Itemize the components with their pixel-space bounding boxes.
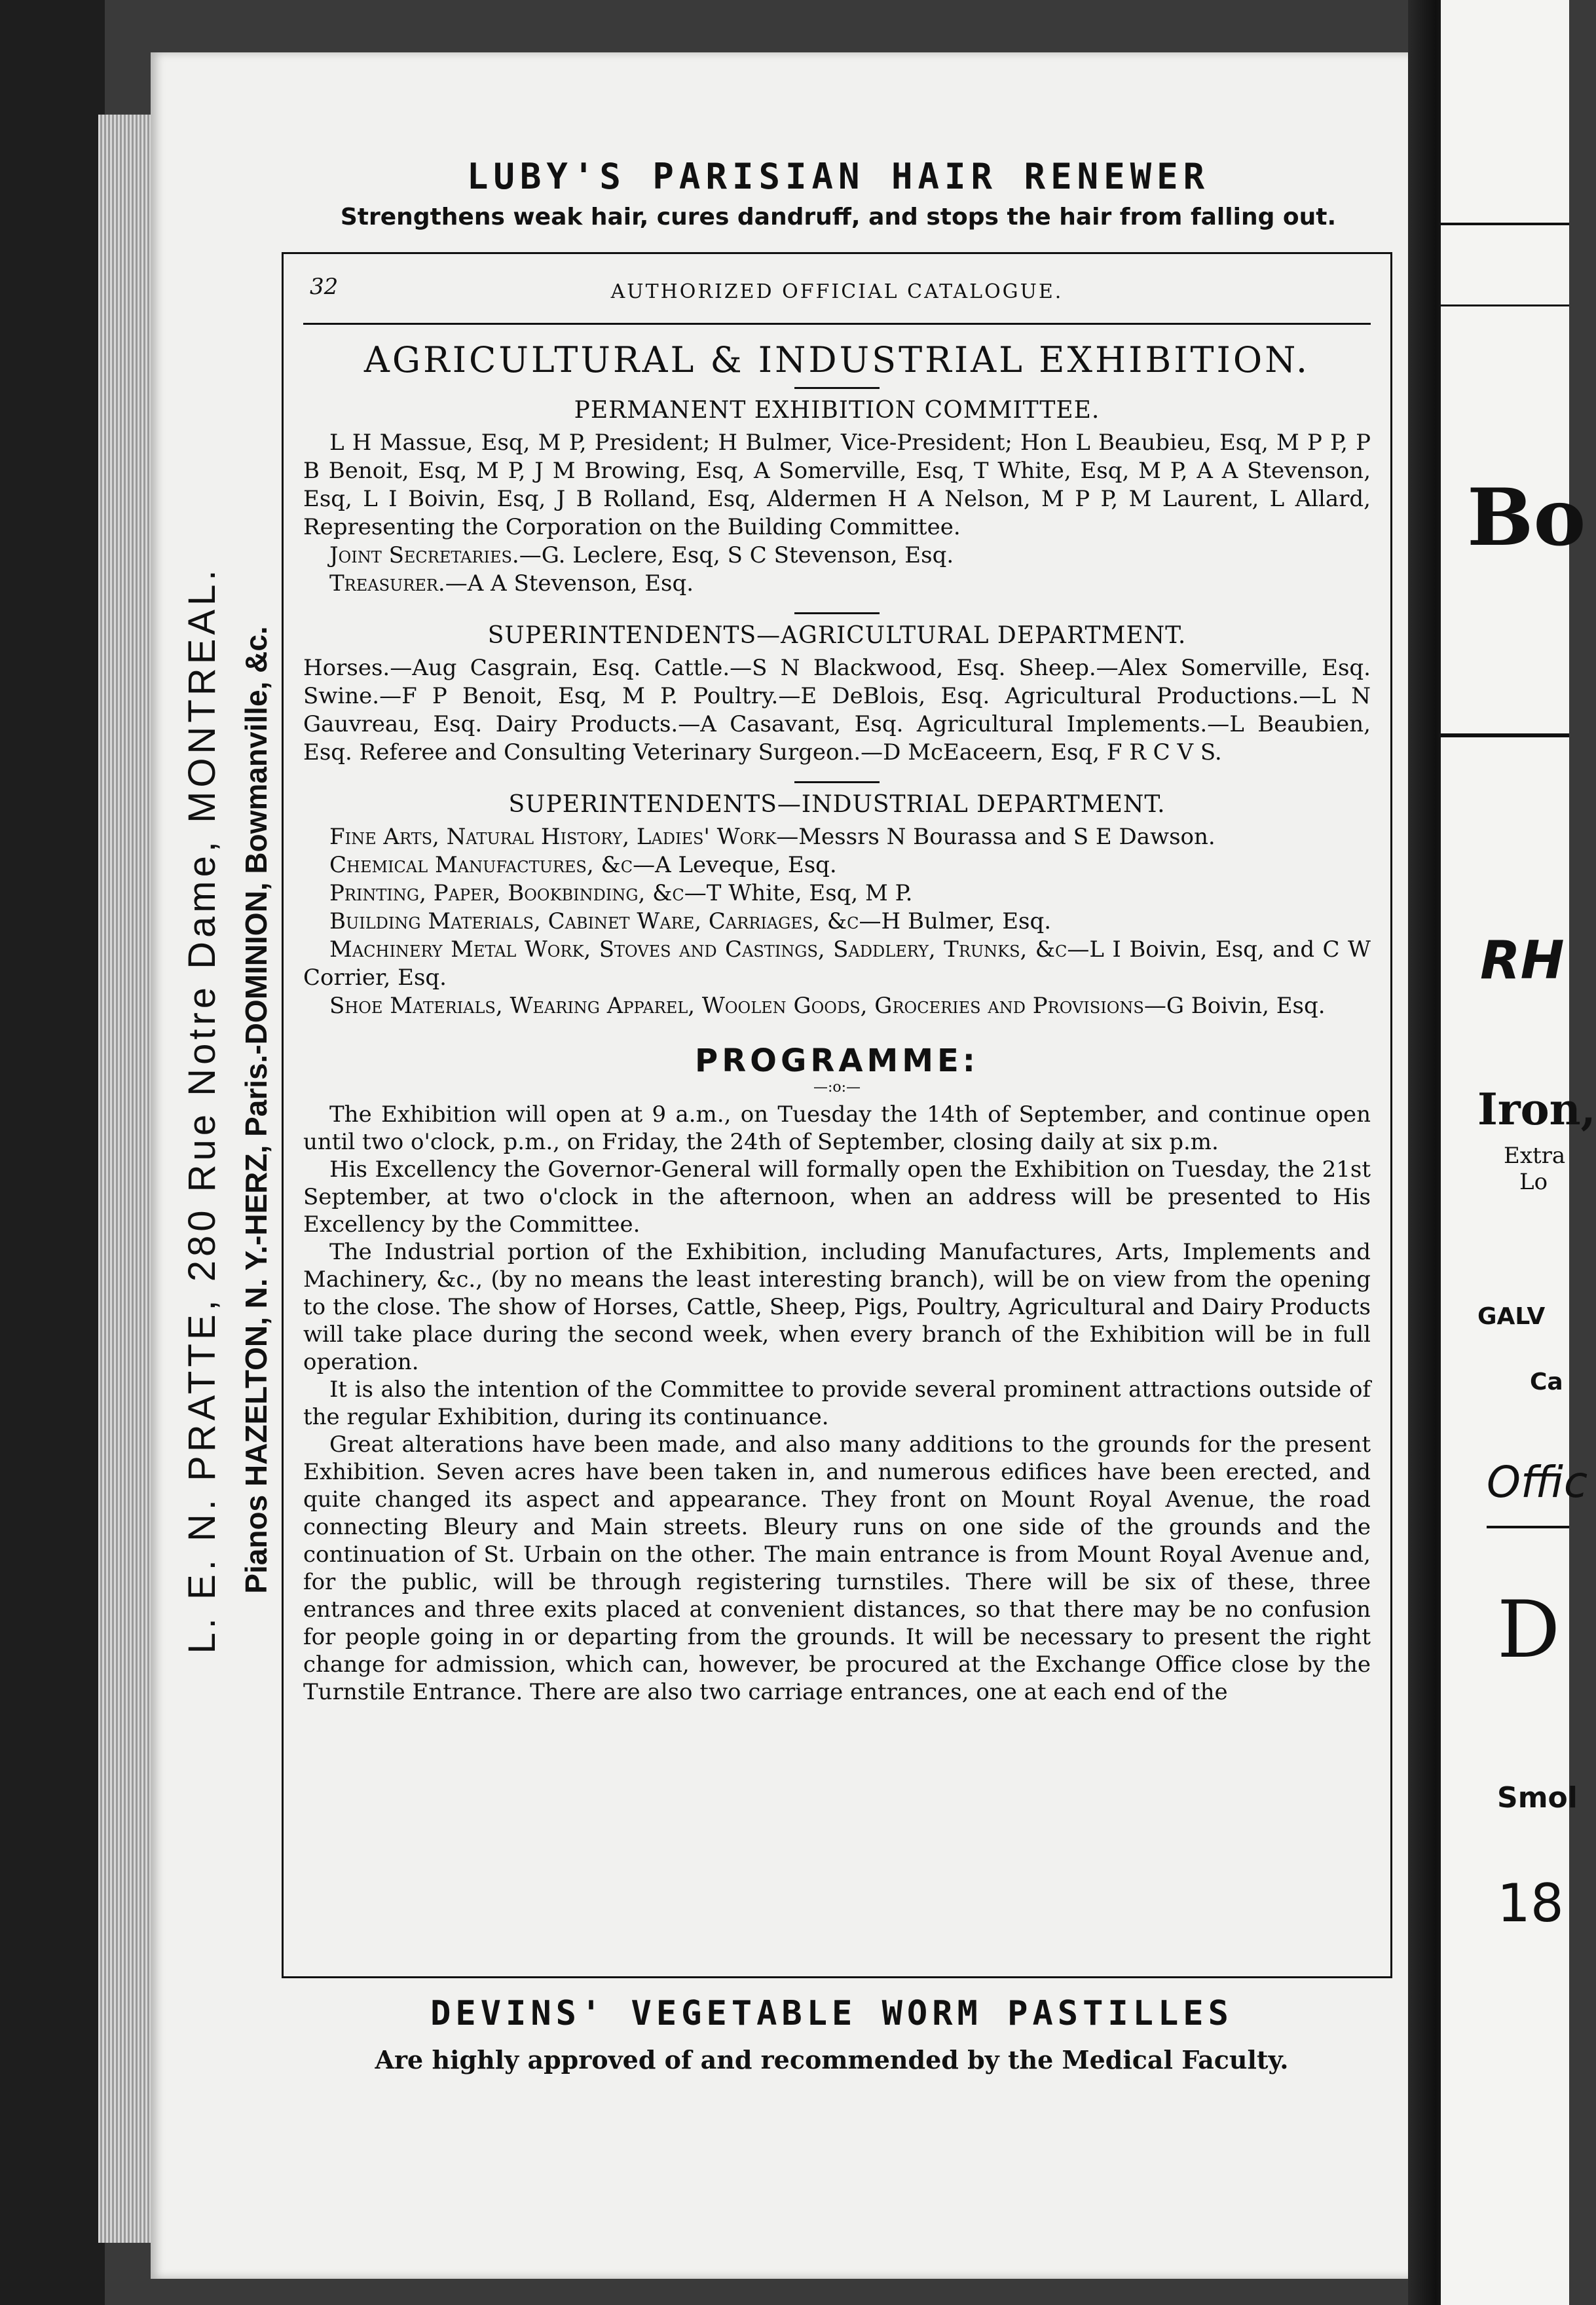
- industrial-heading: SUPERINTENDENTS—INDUSTRIAL DEPARTMENT.: [508, 791, 1166, 818]
- programme-body: [303, 1101, 1371, 1706]
- running-head: [303, 254, 1371, 325]
- facing-lo: Lo: [1519, 1169, 1548, 1195]
- industrial-entry: [303, 936, 1371, 992]
- industrial-entry: [303, 823, 1371, 851]
- divider: [794, 781, 880, 783]
- industrial-entry: [303, 908, 1371, 936]
- industrial-entry-label: Building Materials, Cabinet Ware, Carriages, &c: [329, 908, 859, 934]
- divider: [794, 387, 880, 389]
- page-number: 32: [310, 274, 339, 300]
- exhibition-title: AGRICULTURAL & INDUSTRIAL EXHIBITION.: [363, 339, 1310, 380]
- industrial-entry-text: —H Bulmer, Esq.: [859, 908, 1052, 934]
- facing-big-letters: Bo: [1467, 471, 1586, 564]
- top-ad-title: LUBY'S PARISIAN HAIR RENEWER: [466, 156, 1210, 197]
- bottom-ad-title: DEVINS' VEGETABLE WORM PASTILLES: [430, 1994, 1233, 2033]
- rule: [1487, 1526, 1569, 1528]
- facing-ca: Ca: [1530, 1369, 1563, 1395]
- facing-offic: Offic: [1487, 1457, 1588, 1507]
- industrial-entry: [303, 879, 1371, 908]
- industrial-entry-text: —G Boivin, Esq.: [1143, 993, 1326, 1019]
- facing-galv: GALV: [1477, 1303, 1546, 1330]
- industrial-entry-label: Chemical Manufactures, &c: [329, 852, 633, 878]
- industrial-entry-label: Machinery Metal Work, Stoves and Castings, Saddlery, Trunks, &c: [329, 936, 1067, 963]
- rule: [1441, 733, 1569, 737]
- bottom-ad-subtitle: Are highly approved of and recommended by the Medical Faculty.: [375, 2045, 1289, 2074]
- secretaries-names: —G. Leclere, Esq, S C Stevenson, Esq.: [519, 542, 954, 568]
- industrial-entry-text: —Messrs N Bourassa and S E Dawson.: [776, 824, 1216, 850]
- industrial-entry-label: Fine Arts, Natural History, Ladies' Work: [329, 824, 777, 850]
- programme-paragraph: It is also the intention of the Committee to provide several prominent attractions outside of the regular Exhibition, during its continuance.: [303, 1376, 1371, 1430]
- catalogue-content: [303, 254, 1371, 1706]
- bottom-advertisement: [255, 1994, 1408, 2074]
- facing-extra: Extra: [1504, 1143, 1566, 1169]
- programme-paragraph: Great alterations have been made, and also many additions to the grounds for the present Exhibition. Seven acres have been taken in, and numerous edifices have been erected, and quite changed its aspect and appearance. They front on Mount Royal Avenue, the road connecting Bleury and Main streets. Bleury runs on one side of the grounds and the continuation of St. Urbain on the other. The main entrance is from Mount Royal Avenue and, for the public, will be through registering turnstiles. There will be six of these, three entrances and three exits placed at convenient distances, so that there may be no confusion for people going in or departing from the grounds. It will be necessary to present the right change for admission, which can, however, be procured at the Exchange Office close by the Turnstile Entrance. There are also two carriage entrances, one at each end of the: [303, 1431, 1371, 1705]
- programme-paragraph: His Excellency the Governor-General will formally open the Exhibition on Tuesday, the 21st September, at two o'clock in the afternoon, when an address will be presented to His Excellency by the Committee.: [303, 1156, 1371, 1238]
- agricultural-superintendents: Horses.—Aug Casgrain, Esq. Cattle.—S N Blackwood, Esq. Sheep.—Alex Somerville, Esq. Swine.—F P Benoit, Esq, M P. Poultry.—E DeBlois, Esq. Agricultural Productions.—L N Gauvreau, Esq. Dairy Products.—A Casavant, Esq. Agricultural Implements.—L Beaubien, Esq. Referee and Consulting Veterinary Surgeon.—D McEaceern, Esq, F R C V S.: [303, 655, 1371, 765]
- divider: [794, 612, 880, 614]
- treasurer-label: Treasurer.: [329, 570, 445, 597]
- committee-heading: PERMANENT EXHIBITION COMMITTEE.: [574, 397, 1100, 424]
- scan-left-margin: [0, 0, 105, 2305]
- industrial-entry: [303, 851, 1371, 879]
- programme-paragraph: The Industrial portion of the Exhibition, including Manufactures, Arts, Implements and Machinery, &c., (by no means the least interesting branch), will be on view from the opening to the close. The show of Horses, Cattle, Sheep, Pigs, Poultry, Agricultural and Dairy Products will take place during the second week, when every branch of the Exhibition will be in full operation.: [303, 1239, 1371, 1375]
- industrial-entry-text: —L I Boivin, Esq, and C W Corrier, Esq.: [303, 936, 1371, 991]
- industrial-entry-label: Shoe Materials, Wearing Apparel, Woolen Goods, Groceries and Provisions: [329, 993, 1144, 1019]
- facing-year: 18: [1497, 1873, 1564, 1934]
- side-ad-line-1: L. E. N. PRATTE, 280 Rue Notre Dame, MONTREAL.: [181, 566, 223, 1654]
- facing-smol: Smol: [1497, 1781, 1578, 1815]
- catalogue-frame: [282, 252, 1392, 1978]
- treasurer: [303, 570, 1371, 598]
- facing-d: D: [1497, 1585, 1561, 1676]
- rule: [1441, 304, 1569, 306]
- top-advertisement: [275, 156, 1401, 230]
- top-ad-subtitle: Strengthens weak hair, cures dandruff, and stops the hair from falling out.: [340, 204, 1337, 230]
- side-ad-line-2: Pianos HAZELTON, N. Y.-HERZ, Paris.-DOMINION, Bowmanville, &c.: [239, 626, 273, 1594]
- facing-rh: RH: [1480, 930, 1565, 991]
- agricultural-heading: SUPERINTENDENTS—AGRICULTURAL DEPARTMENT.: [487, 622, 1187, 649]
- secretaries-label: Joint Secretaries.: [329, 542, 519, 568]
- industrial-entry-text: —A Leveque, Esq.: [633, 852, 837, 878]
- catalogue-title: AUTHORIZED OFFICIAL CATALOGUE.: [610, 280, 1064, 303]
- committee-members: L H Massue, Esq, M P, President; H Bulmer, Vice-President; Hon L Beaubieu, Esq, M P P, P B Benoit, Esq, M P, J M Browing, Esq, A Somerville, Esq, T White, Esq, M P, A A Stevenson, Esq, L I Boivin, Esq, J B Rolland, Esq, Aldermen H A Nelson, M P P, M Laurent, L Allard, Representing the Corporation on the Building Committee.: [303, 430, 1371, 540]
- treasurer-name: —A A Stevenson, Esq.: [445, 570, 694, 597]
- programme-heading: PROGRAMME:: [695, 1042, 979, 1079]
- rule: [1441, 223, 1569, 225]
- industrial-entry-label: Printing, Paper, Bookbinding, &c: [329, 880, 684, 906]
- facing-page-fragment: [1441, 0, 1596, 2305]
- industrial-entry-text: —T White, Esq, M P.: [684, 880, 913, 906]
- facing-iron: Iron,: [1477, 1084, 1596, 1135]
- industrial-entry: [303, 992, 1371, 1020]
- joint-secretaries: [303, 542, 1371, 570]
- programme-ornament: —:o:—: [813, 1079, 861, 1096]
- programme-paragraph: The Exhibition will open at 9 a.m., on Tuesday the 14th of September, and continue open until two o'clock, p.m., on Friday, the 24th of September, closing daily at six p.m.: [303, 1101, 1371, 1155]
